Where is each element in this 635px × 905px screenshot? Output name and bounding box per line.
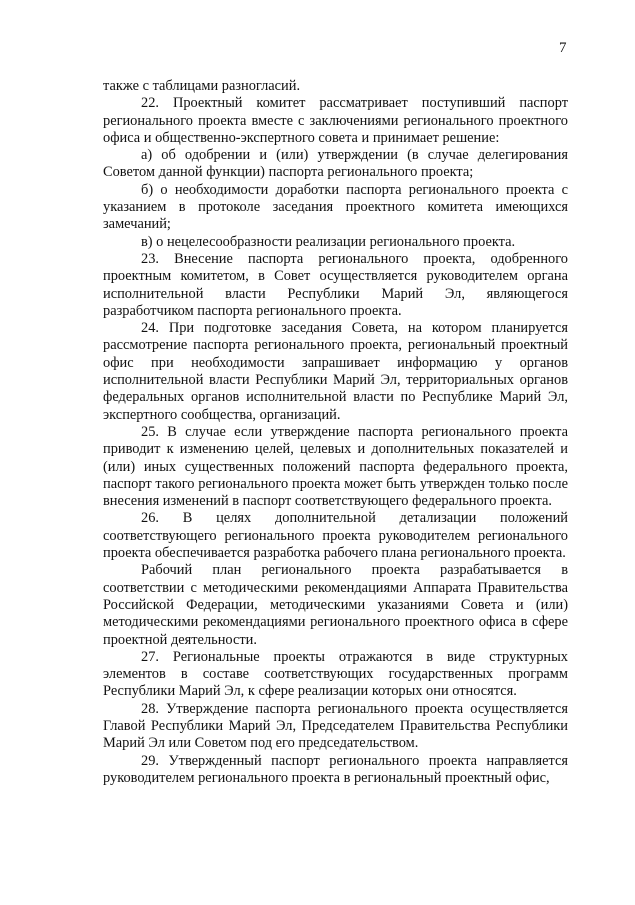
paragraph-22-a: а) об одобрении и (или) утверждении (в случае делегирования Советом данной функции) паспорта регионального проекта; [103,147,568,181]
paragraph-22-b: б) о необходимости доработки паспорта регионального проекта с указанием в протоколе заседания проектного комитета имеющихся замечаний; [103,181,568,233]
paragraph-26-working-plan: Рабочий план регионального проекта разрабатывается в соответствии с методическими рекомендациями Аппарата Правительства Российской Федерации, методическими указаниями Совета и (или) методическими рекомендациями регионального проектного офиса в сфере проектной деятельности. [103,562,568,648]
paragraph-29: 29. Утвержденный паспорт регионального проекта направляется руководителем регионального проекта в региональный проектный офис, [103,752,568,786]
paragraph-23: 23. Внесение паспорта регионального проекта, одобренного проектным комитетом, в Совет осуществляется руководителем органа исполнительной власти Республики Марий Эл, являющегося разработчиком паспорта регионального проекта. [103,250,568,319]
paragraph-24: 24. При подготовке заседания Совета, на котором планируется рассмотрение паспорта регионального проекта, региональный проектный офис при необходимости запрашивает информацию у органов исполнительной власти Республики Марий Эл, территориальных органов федеральных органов исполнительной власти по Республике Марий Эл, экспертного сообщества, организаций. [103,320,568,423]
paragraph-25: 25. В случае если утверждение паспорта регионального проекта приводит к изменению целей, целевых и дополнительных показателей и (или) иных существенных положений паспорта федерального проекта, паспорт такого регионального проекта может быть утвержден только после внесения изменений в паспорт соответствующего федерального проекта. [103,423,568,510]
document-body [103,78,568,787]
paragraph: также с таблицами разногласий. [103,78,301,94]
paragraph-22: 22. Проектный комитет рассматривает поступивший паспорт регионального проекта вместе с заключениями регионального проектного офиса и общественно-экспертного совета и принимает решение: [103,95,568,146]
paragraph-22-v: в) о нецелесообразности реализации регионального проекта. [141,233,516,250]
paragraph-26: 26. В целях дополнительной детализации положений соответствующего регионального проекта руководителем регионального проекта обеспечивается разработка рабочего плана регионального проекта. [103,510,568,562]
page-number: 7 [559,40,567,56]
paragraph-27: 27. Региональные проекты отражаются в виде структурных элементов в составе соответствующих государственных программ Республики Марий Эл, к сфере реализации которых они относятся. [103,648,568,700]
paragraph-28: 28. Утверждение паспорта регионального проекта осуществляется Главой Республики Марий Эл, Председателем Правительства Республики Марий Эл или Советом под его председательством. [103,700,568,752]
